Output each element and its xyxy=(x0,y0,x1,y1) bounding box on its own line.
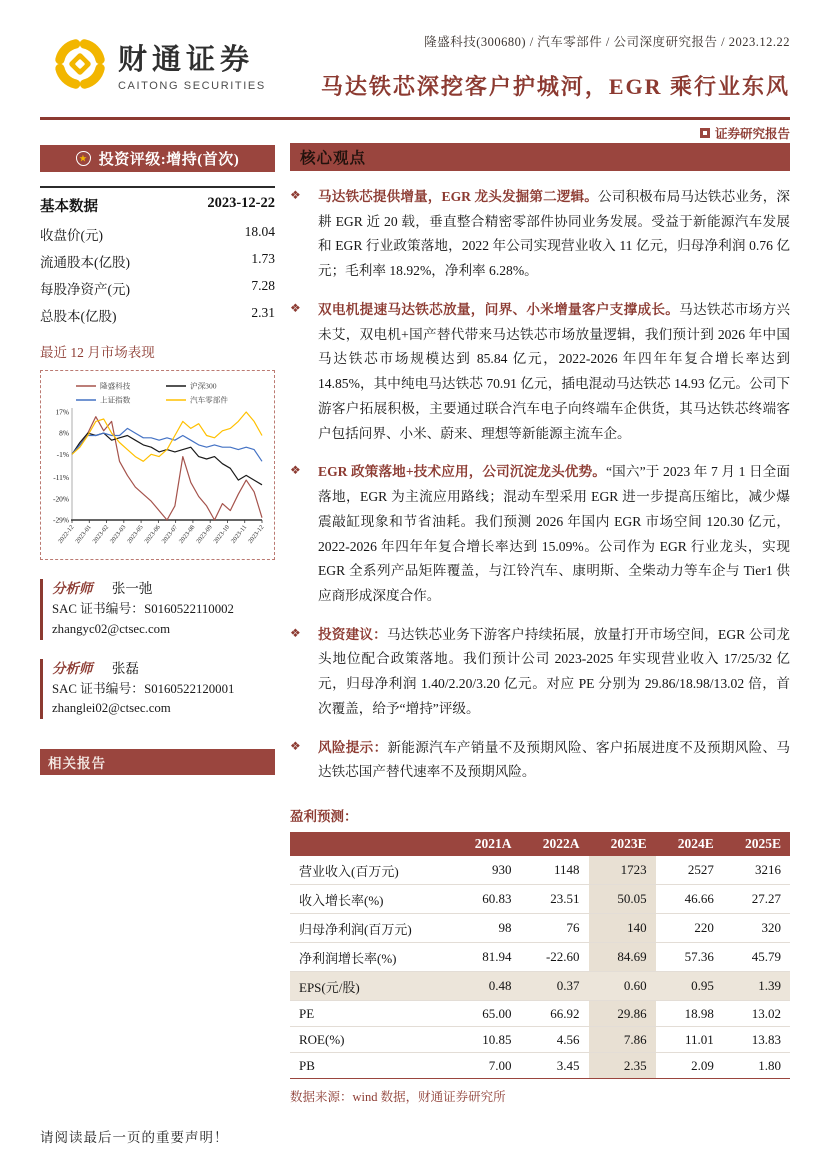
core-viewpoints-banner: 核心观点 xyxy=(290,143,790,171)
table-cell: 2.09 xyxy=(656,1053,723,1079)
analyst-name: 张一弛 xyxy=(111,581,153,596)
diamond-bullet-icon: ❖ xyxy=(290,300,301,315)
table-header-cell xyxy=(290,832,452,856)
table-cell: 27.27 xyxy=(723,885,790,914)
table-cell: 0.95 xyxy=(656,972,723,1001)
table-cell: 140 xyxy=(589,914,656,943)
basic-data-row xyxy=(40,274,275,301)
market-chart-svg xyxy=(42,374,271,558)
table-cell: 1.39 xyxy=(723,972,790,1001)
rating-banner xyxy=(40,145,275,172)
table-row-label: 收入增长率(%) xyxy=(290,885,452,914)
table-row xyxy=(290,856,790,885)
row-value: 18.04 xyxy=(244,223,275,239)
svg-text:2023-03: 2023-03 xyxy=(108,523,128,546)
point-lead: 投资建议： xyxy=(318,626,387,642)
table-row-label: 营业收入(百万元) xyxy=(290,856,452,885)
table-cell: 50.05 xyxy=(589,885,656,914)
header-divider xyxy=(40,117,790,120)
table-cell: 0.60 xyxy=(589,972,656,1001)
point-lead: EGR 政策落地+技术应用，公司沉淀龙头优势。 xyxy=(318,464,606,480)
svg-text:沪深300: 沪深300 xyxy=(190,381,217,391)
sidebar xyxy=(40,145,275,775)
table-header-cell: 2025E xyxy=(723,832,790,856)
table-cell: 2527 xyxy=(656,856,723,885)
svg-text:上证指数: 上证指数 xyxy=(100,395,131,405)
table-header-cell: 2023E xyxy=(589,832,656,856)
report-tag-icon xyxy=(700,128,710,138)
svg-text:2023-02: 2023-02 xyxy=(91,523,111,546)
core-point xyxy=(290,298,790,446)
table-cell: 76 xyxy=(520,914,588,943)
svg-text:8%: 8% xyxy=(59,428,69,438)
svg-text:2023-10: 2023-10 xyxy=(212,523,232,546)
table-cell: 3.45 xyxy=(520,1053,588,1079)
table-cell: 320 xyxy=(723,914,790,943)
table-cell: 4.56 xyxy=(520,1027,588,1053)
analyst-role: 分析师 xyxy=(52,660,93,676)
table-cell: 60.83 xyxy=(452,885,520,914)
row-label: 每股净资产(元) xyxy=(40,281,130,297)
rating-text: 投资评级:增持(首次) xyxy=(98,152,240,168)
table-cell: 45.79 xyxy=(723,943,790,972)
rating-badge-icon xyxy=(76,151,91,166)
table-row-label: 净利润增长率(%) xyxy=(290,943,452,972)
basic-data-rows xyxy=(40,220,275,328)
core-point xyxy=(290,460,790,608)
point-body: 马达铁芯市场方兴未艾，双电机+国产替代带来马达铁芯市场放量逻辑，我们预计到 2026 年中国马达铁芯市场规模达到 85.84 亿元，2022-2026 年四年年复合增长率达到 14.85%，其中纯电马达铁芯 70.91 亿元，插电混动马达铁芯 14.93 亿元。公司下游客户拓展积极，主要通过联合汽车电子向终端车企供货，其马达铁芯终端客户包括问界、小米、蔚来、理想等新能源主流车企。 xyxy=(318,301,791,441)
table-cell: 0.37 xyxy=(520,972,588,1001)
point-lead: 风险提示： xyxy=(318,739,388,755)
svg-text:2023-07: 2023-07 xyxy=(160,523,180,546)
core-point-text xyxy=(318,298,790,446)
related-reports-banner: 相关报告 xyxy=(40,749,275,775)
analyst-cert: SAC 证书编号：S0160522110002 xyxy=(52,601,234,616)
analyst-email: zhanglei02@ctsec.com xyxy=(52,701,171,716)
table-cell: 84.69 xyxy=(589,943,656,972)
table-row-label: PB xyxy=(290,1053,452,1079)
svg-text:-29%: -29% xyxy=(52,515,69,525)
forecast-table xyxy=(290,832,790,1079)
svg-text:2023-05: 2023-05 xyxy=(126,523,145,546)
core-points xyxy=(290,185,790,785)
basic-data-row xyxy=(40,301,275,328)
footer-disclaimer: 请阅读最后一页的重要声明！ xyxy=(40,1130,229,1145)
market-performance-chart xyxy=(40,370,275,560)
point-lead: 马达铁芯提供增量，EGR 龙头发掘第二逻辑。 xyxy=(318,189,599,204)
basic-data-row xyxy=(40,247,275,274)
core-point-text xyxy=(318,460,790,608)
point-body: 马达铁芯业务下游客户持续拓展，放量打开市场空间，EGR 公司龙头地位配合政策落地。我们预计公司 2023-2025 年实现营业收入 17/25/32 亿元，归母净利润 1.40/2.20/3.20 亿元。对应 PE 分别为 29.86/18.98/13.02 倍，首次覆盖，给予“增持”评级。 xyxy=(318,626,791,716)
table-cell: 220 xyxy=(656,914,723,943)
forecast-table-head xyxy=(290,832,790,856)
table-cell: 0.48 xyxy=(452,972,520,1001)
core-point xyxy=(290,185,790,284)
diamond-bullet-icon: ❖ xyxy=(290,463,301,478)
table-header-cell: 2024E xyxy=(656,832,723,856)
table-cell: 57.36 xyxy=(656,943,723,972)
row-label: 收盘价(元) xyxy=(40,227,103,243)
table-cell: 29.86 xyxy=(589,1001,656,1027)
table-row-label: PE xyxy=(290,1001,452,1027)
row-label: 流通股本(亿股) xyxy=(40,254,130,270)
svg-text:2023-11: 2023-11 xyxy=(229,523,249,545)
table-cell: 1148 xyxy=(520,856,588,885)
svg-text:2023-06: 2023-06 xyxy=(143,523,162,546)
table-row xyxy=(290,943,790,972)
row-label: 总股本(亿股) xyxy=(40,308,117,324)
table-cell: 66.92 xyxy=(520,1001,588,1027)
table-row-label: 归母净利润(百万元) xyxy=(290,914,452,943)
table-cell: 7.86 xyxy=(589,1027,656,1053)
table-cell: 3216 xyxy=(723,856,790,885)
svg-text:2023-08: 2023-08 xyxy=(177,523,197,546)
report-title: 马达铁芯深挖客户护城河，EGR 乘行业东风 xyxy=(320,74,790,99)
row-value: 1.73 xyxy=(251,250,275,266)
svg-text:2023-09: 2023-09 xyxy=(195,523,214,546)
basic-data-row xyxy=(40,220,275,247)
row-value: 2.31 xyxy=(251,304,275,320)
table-row xyxy=(290,1053,790,1079)
table-cell: 13.83 xyxy=(723,1027,790,1053)
diamond-bullet-icon: ❖ xyxy=(290,188,301,202)
core-point-text xyxy=(318,736,790,785)
analyst-block xyxy=(40,579,275,640)
analyst-email: zhangyc02@ctsec.com xyxy=(52,621,171,636)
table-header-cell: 2021A xyxy=(452,832,520,856)
table-row-label: ROE(%) xyxy=(290,1027,452,1053)
point-body: 公司积极布局马达铁芯业务，深耕 EGR 近 20 载，垂直整合精密零部件协同业务发展。受益于新能源汽车发展和 EGR 行业政策落地，2022 年公司实现营业收入 11 亿元，归母净利润 0.76 亿元；毛利率 18.92%，净利率 6.28%。 xyxy=(318,189,791,279)
svg-text:2023-01: 2023-01 xyxy=(74,523,93,546)
table-row xyxy=(290,885,790,914)
basic-data-section xyxy=(40,186,275,328)
svg-text:17%: 17% xyxy=(55,407,69,417)
caitong-coin-icon xyxy=(52,36,108,92)
core-point-text xyxy=(318,185,790,284)
point-body: “国六”于 2023 年 7 月 1 日全面落地，EGR 为主流应用路线；混动车型采用 EGR 进一步提高压缩比，减少爆震敲缸现象和节省油耗。我们预测 2026 年国内 EGR 市场空间 120.30 亿元，2022-2026 年四年年复合增长率达到 15.09%。公司作为 EGR 行业龙头，实现 EGR 全系列产品矩阵覆盖，与江铃汽车、康明斯、全柴动力等车企与 Tier1 供应商形成深度合作。 xyxy=(318,464,790,604)
table-cell: 98 xyxy=(452,914,520,943)
table-source: 数据来源：wind 数据，财通证券研究所 xyxy=(290,1090,506,1105)
row-value: 7.28 xyxy=(251,277,275,293)
table-cell: 13.02 xyxy=(723,1001,790,1027)
table-cell: 10.85 xyxy=(452,1027,520,1053)
diamond-bullet-icon: ❖ xyxy=(290,738,301,753)
svg-text:隆盛科技: 隆盛科技 xyxy=(100,381,131,391)
forecast-table-body xyxy=(290,856,790,1079)
table-row xyxy=(290,1001,790,1027)
market-chart-caption: 最近 12 月市场表现 xyxy=(40,345,155,360)
table-cell: 1.80 xyxy=(723,1053,790,1079)
forecast-title: 盈利预测： xyxy=(290,809,358,825)
table-cell: 65.00 xyxy=(452,1001,520,1027)
report-tag xyxy=(700,124,790,142)
table-row xyxy=(290,1027,790,1053)
svg-text:2022-12: 2022-12 xyxy=(56,523,76,546)
logo-name-en: CAITONG SECURITIES xyxy=(118,79,266,92)
table-row xyxy=(290,914,790,943)
svg-text:-11%: -11% xyxy=(53,473,69,483)
point-body: 新能源汽车产销量不及预期风险、客户拓展进度不及预期风险、马达铁芯国产替代速率不及预期风险。 xyxy=(318,739,791,780)
svg-text:-1%: -1% xyxy=(56,449,69,459)
basic-data-date: 2023-12-22 xyxy=(207,195,275,211)
report-meta: 隆盛科技(300680) / 汽车零部件 / 公司深度研究报告 / 2023.12.22 xyxy=(424,35,790,49)
analyst-name: 张磊 xyxy=(111,660,139,676)
main-content xyxy=(290,143,790,1105)
analyst-block xyxy=(40,659,275,720)
table-cell: 2.35 xyxy=(589,1053,656,1079)
table-header-cell: 2022A xyxy=(520,832,588,856)
table-row xyxy=(290,972,790,1001)
core-point-text xyxy=(318,623,790,722)
diamond-bullet-icon: ❖ xyxy=(290,625,301,640)
basic-data-title: 基本数据 xyxy=(40,199,98,215)
svg-text:-20%: -20% xyxy=(52,494,69,504)
point-lead: 双电机提速马达铁芯放量，问界、小米增量客户支撑成长。 xyxy=(318,301,680,317)
report-tag-label: 证券研究报告 xyxy=(714,127,790,141)
table-cell: 11.01 xyxy=(656,1027,723,1053)
logo-name-cn: 财通证券 xyxy=(118,43,255,76)
core-point xyxy=(290,623,790,722)
svg-text:2023-12: 2023-12 xyxy=(246,523,266,546)
table-cell: 18.98 xyxy=(656,1001,723,1027)
table-row-label: EPS(元/股) xyxy=(290,972,452,1001)
analyst-role: 分析师 xyxy=(52,581,93,596)
core-point xyxy=(290,736,790,785)
table-cell: -22.60 xyxy=(520,943,588,972)
table-cell: 7.00 xyxy=(452,1053,520,1079)
table-cell: 1723 xyxy=(589,856,656,885)
table-cell: 81.94 xyxy=(452,943,520,972)
svg-text:汽车零部件: 汽车零部件 xyxy=(190,395,228,405)
table-cell: 930 xyxy=(452,856,520,885)
analyst-cert: SAC 证书编号：S0160522120001 xyxy=(52,681,235,696)
table-cell: 23.51 xyxy=(520,885,588,914)
table-cell: 46.66 xyxy=(656,885,723,914)
